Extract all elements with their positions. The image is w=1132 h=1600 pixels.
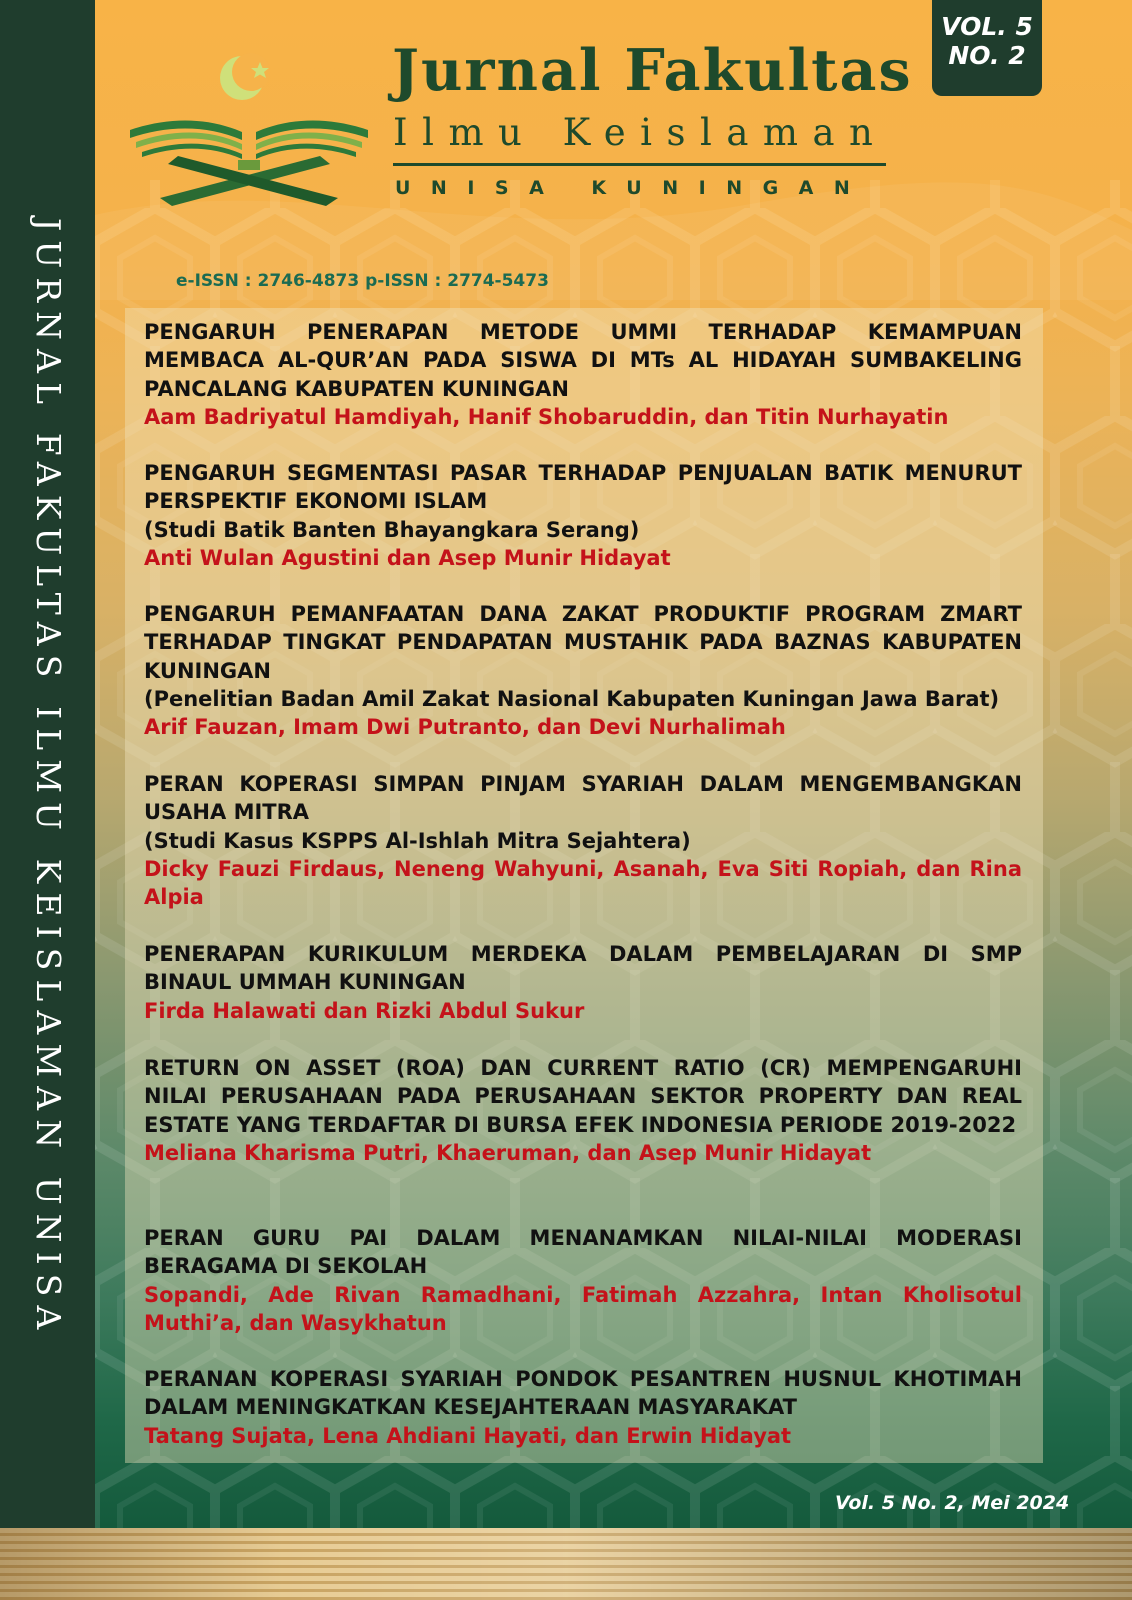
number-label: NO. 2 xyxy=(948,41,1026,70)
spine xyxy=(0,0,95,1528)
article-title: PENERAPAN KURIKULUM MERDEKA DALAM PEMBELAJARAN DI SMP BINAUL UMMAH KUNINGAN xyxy=(144,942,1022,995)
issn-label: e-ISSN : 2746-4873 p-ISSN : 2774-5473 xyxy=(176,271,549,291)
article-title: PENGARUH PEMANFAATAN DANA ZAKAT PRODUKTIF PROGRAM ZMART TERHADAP TINGKAT PENDAPATAN MUSTAHIK PADA BAZNAS KABUPATEN KUNINGAN xyxy=(144,602,1022,683)
article-3 xyxy=(144,600,1022,741)
article-authors: Sopandi, Ade Rivan Ramadhani, Fatimah Azzahra, Intan Kholisotul Muthi’a, dan Wasykhatun xyxy=(144,1282,1022,1335)
journal-title-line1: Jurnal Fakultas xyxy=(392,37,913,104)
spine-title: JURNAL FAKULTAS ILMU KEISLAMAN UNISA xyxy=(29,218,68,1339)
article-authors: Tatang Sujata, Lena Ahdiani Hayati, dan Erwin Hidayat xyxy=(144,1423,792,1448)
article-title: PENGARUH SEGMENTASI PASAR TERHADAP PENJUALAN BATIK MENURUT PERSPEKTIF EKONOMI ISLAM xyxy=(144,461,1022,514)
article-title: PENGARUH PENERAPAN METODE UMMI TERHADAP KEMAMPUAN MEMBACA AL-QUR’AN PADA SISWA DI MTs AL HIDAYAH SUMBAKELING PANCALANG KABUPATEN KUNINGAN xyxy=(144,320,1022,401)
article-subtitle: (Studi Batik Banten Bhayangkara Serang) xyxy=(144,517,640,542)
article-authors: Aam Badriyatul Hamdiyah, Hanif Shobaruddin, dan Titin Nurhayatin xyxy=(144,404,949,429)
title-divider xyxy=(393,163,886,166)
volume-label: VOL. 5 xyxy=(941,12,1033,41)
volume-badge xyxy=(932,0,1042,96)
article-title: PERANAN KOPERASI SYARIAH PONDOK PESANTREN HUSNUL KHOTIMAH DALAM MENINGKATKAN KESEJAHTERAAN MASYARAKAT xyxy=(144,1367,1022,1420)
article-title: PERAN KOPERASI SIMPAN PINJAM SYARIAH DALAM MENGEMBANGKAN USAHA MITRA xyxy=(144,772,1022,825)
article-authors: Dicky Fauzi Firdaus, Neneng Wahyuni, Asanah, Eva Siti Ropiah, dan Rina Alpia xyxy=(144,856,1022,910)
quran-stand-logo-icon xyxy=(120,48,378,208)
article-4 xyxy=(144,770,1022,911)
article-authors: Firda Halawati dan Rizki Abdul Sukur xyxy=(144,998,585,1023)
article-subtitle: (Penelitian Badan Amil Zakat Nasional Kabupaten Kuningan Jawa Barat) xyxy=(144,686,1000,711)
article-2 xyxy=(144,459,1022,572)
journal-title-line2: Ilmu Keislaman xyxy=(393,111,888,154)
article-1 xyxy=(144,318,1022,431)
article-title: PERAN GURU PAI DALAM MENANAMKAN NILAI-NILAI MODERASI BERAGAMA DI SEKOLAH xyxy=(144,1226,1022,1279)
article-authors: Arif Fauzan, Imam Dwi Putranto, dan Devi Nurhalimah xyxy=(144,715,786,740)
article-5 xyxy=(144,940,1022,1025)
article-7 xyxy=(144,1224,1022,1337)
article-subtitle: (Studi Kasus KSPPS Al-Ishlah Mitra Sejahtera) xyxy=(144,828,691,853)
volume-date: Vol. 5 No. 2, Mei 2024 xyxy=(835,1492,1070,1514)
bottom-stripe-band xyxy=(0,1528,1132,1600)
article-8 xyxy=(144,1365,1022,1450)
article-authors: Meliana Kharisma Putri, Khaeruman, dan Asep Munir Hidayat xyxy=(144,1140,872,1165)
article-authors: Anti Wulan Agustini dan Asep Munir Hidayat xyxy=(144,545,671,570)
journal-institution: UNISA KUNINGAN xyxy=(395,177,871,199)
article-6 xyxy=(144,1054,1022,1167)
article-title: RETURN ON ASSET (ROA) DAN CURRENT RATIO (CR) MEMPENGARUHI NILAI PERUSAHAAN PADA PERUSAHAAN SEKTOR PROPERTY DAN REAL ESTATE YANG TERDAFTAR DI BURSA EFEK INDONESIA PERIODE 2019-2022 xyxy=(144,1056,1022,1137)
